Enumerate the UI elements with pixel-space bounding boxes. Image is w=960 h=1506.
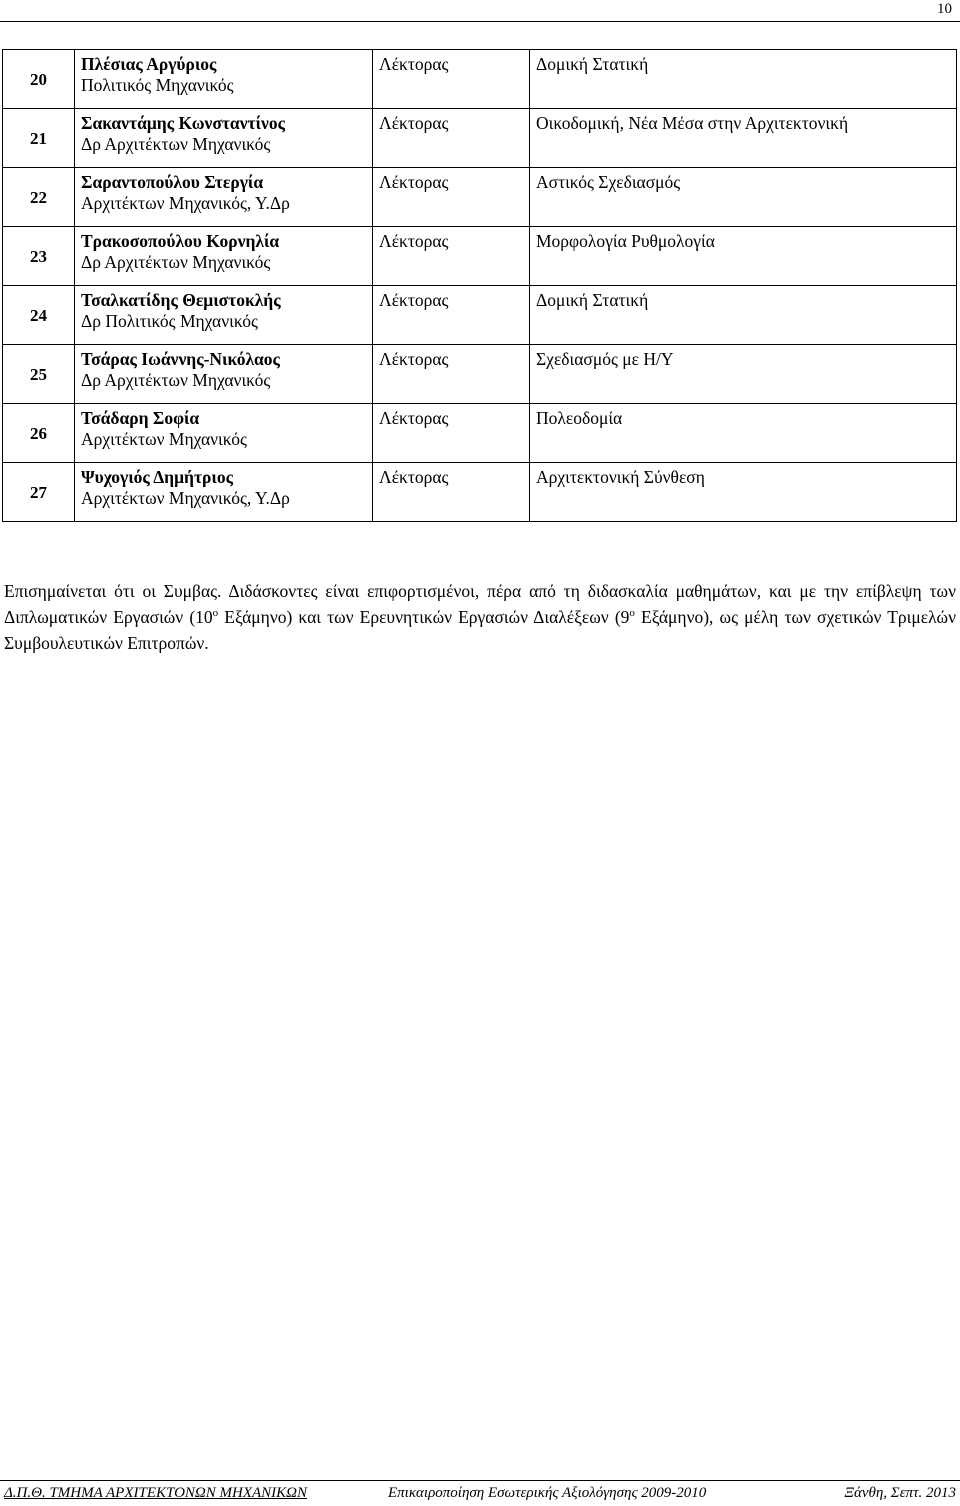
note-text: Επισημαίνεται ότι οι Συμβας. Διδάσκοντες είναι επιφορτισμένοι, πέρα από τη διδασκαλία μαθημάτων, και με την επίβλεψη των Διπλωματικών Εργασιών (10 xyxy=(4,580,956,627)
note-superscript: ο xyxy=(629,606,635,619)
staff-name: Τρακοσοπούλου Κορνηλία xyxy=(81,231,280,251)
staff-rank: Λέκτορας xyxy=(373,109,530,168)
staff-field: Δομική Στατική xyxy=(530,50,957,109)
table-row xyxy=(3,227,957,286)
staff-field: Σχεδιασμός με Η/Υ xyxy=(530,345,957,404)
header-rule xyxy=(0,21,960,22)
table-row xyxy=(3,168,957,227)
table-row xyxy=(3,286,957,345)
row-number: 24 xyxy=(3,286,75,345)
footer-rule xyxy=(0,1480,960,1481)
staff-field: Οικοδομική, Νέα Μέσα στην Αρχιτεκτονική xyxy=(530,109,957,168)
staff-name: Τσάδαρη Σοφία xyxy=(81,408,200,428)
staff-rank: Λέκτορας xyxy=(373,345,530,404)
note-text: Εξάμηνο) και των Ερευνητικών Εργασιών Διαλέξεων (9 xyxy=(218,606,630,627)
row-number: 22 xyxy=(3,168,75,227)
note-paragraph xyxy=(4,578,956,656)
staff-field: Πολεοδομία xyxy=(530,404,957,463)
row-number: 25 xyxy=(3,345,75,404)
staff-field: Αρχιτεκτονική Σύνθεση xyxy=(530,463,957,522)
table-row xyxy=(3,463,957,522)
row-number: 21 xyxy=(3,109,75,168)
staff-cell xyxy=(75,168,373,227)
row-number: 26 xyxy=(3,404,75,463)
staff-name: Πλέσιας Αργύριος xyxy=(81,54,217,74)
staff-title: Πολιτικός Μηχανικός xyxy=(81,75,234,95)
staff-name: Τσαλκατίδης Θεμιστοκλής xyxy=(81,290,281,310)
footer-place-date: Ξάνθη, Σεπτ. 2013 xyxy=(844,1485,956,1501)
row-number: 27 xyxy=(3,463,75,522)
table-row xyxy=(3,345,957,404)
note-text: Εξάμηνο), ως μέλη των σχετικών Τριμελών Συμβουλευτικών Επιτροπών. xyxy=(4,606,956,653)
staff-rank: Λέκτορας xyxy=(373,463,530,522)
staff-field: Δομική Στατική xyxy=(530,286,957,345)
table-row xyxy=(3,404,957,463)
staff-title: Δρ Αρχιτέκτων Μηχανικός xyxy=(81,252,271,272)
staff-rank: Λέκτορας xyxy=(373,404,530,463)
staff-rank: Λέκτορας xyxy=(373,50,530,109)
staff-rank: Λέκτορας xyxy=(373,286,530,345)
page-number: 10 xyxy=(937,1,952,17)
table-row xyxy=(3,109,957,168)
row-number: 20 xyxy=(3,50,75,109)
staff-title: Αρχιτέκτων Μηχανικός, Υ.Δρ xyxy=(81,488,290,508)
staff-field: Αστικός Σχεδιασμός xyxy=(530,168,957,227)
staff-cell xyxy=(75,463,373,522)
staff-name: Σαραντοπούλου Στεργία xyxy=(81,172,264,192)
staff-name: Ψυχογιός Δημήτριος xyxy=(81,467,233,487)
staff-cell xyxy=(75,50,373,109)
staff-cell xyxy=(75,109,373,168)
row-number: 23 xyxy=(3,227,75,286)
note-superscript: ο xyxy=(212,606,219,619)
staff-rank: Λέκτορας xyxy=(373,168,530,227)
staff-title: Δρ Πολιτικός Μηχανικός xyxy=(81,311,258,331)
staff-name: Σακαντάμης Κωνσταντίνος xyxy=(81,113,285,133)
staff-rank: Λέκτορας xyxy=(373,227,530,286)
staff-cell xyxy=(75,286,373,345)
staff-name: Τσάρας Ιωάννης-Νικόλαος xyxy=(81,349,280,369)
staff-cell xyxy=(75,227,373,286)
staff-field: Μορφολογία Ρυθμολογία xyxy=(530,227,957,286)
staff-title: Δρ Αρχιτέκτων Μηχανικός xyxy=(81,370,271,390)
staff-table xyxy=(2,49,957,522)
footer-department: Δ.Π.Θ. ΤΜΗΜΑ ΑΡΧΙΤΕΚΤΟΝΩΝ ΜΗΧΑΝΙΚΩΝ xyxy=(4,1485,308,1501)
staff-title: Αρχιτέκτων Μηχανικός, Υ.Δρ xyxy=(81,193,290,213)
staff-title: Αρχιτέκτων Μηχανικός xyxy=(81,429,247,449)
staff-cell xyxy=(75,404,373,463)
footer-report-title: Επικαιροποίηση Εσωτερικής Αξιολόγησης 2009-2010 xyxy=(388,1485,707,1501)
table-row xyxy=(3,50,957,109)
staff-title: Δρ Αρχιτέκτων Μηχανικός xyxy=(81,134,271,154)
staff-cell xyxy=(75,345,373,404)
